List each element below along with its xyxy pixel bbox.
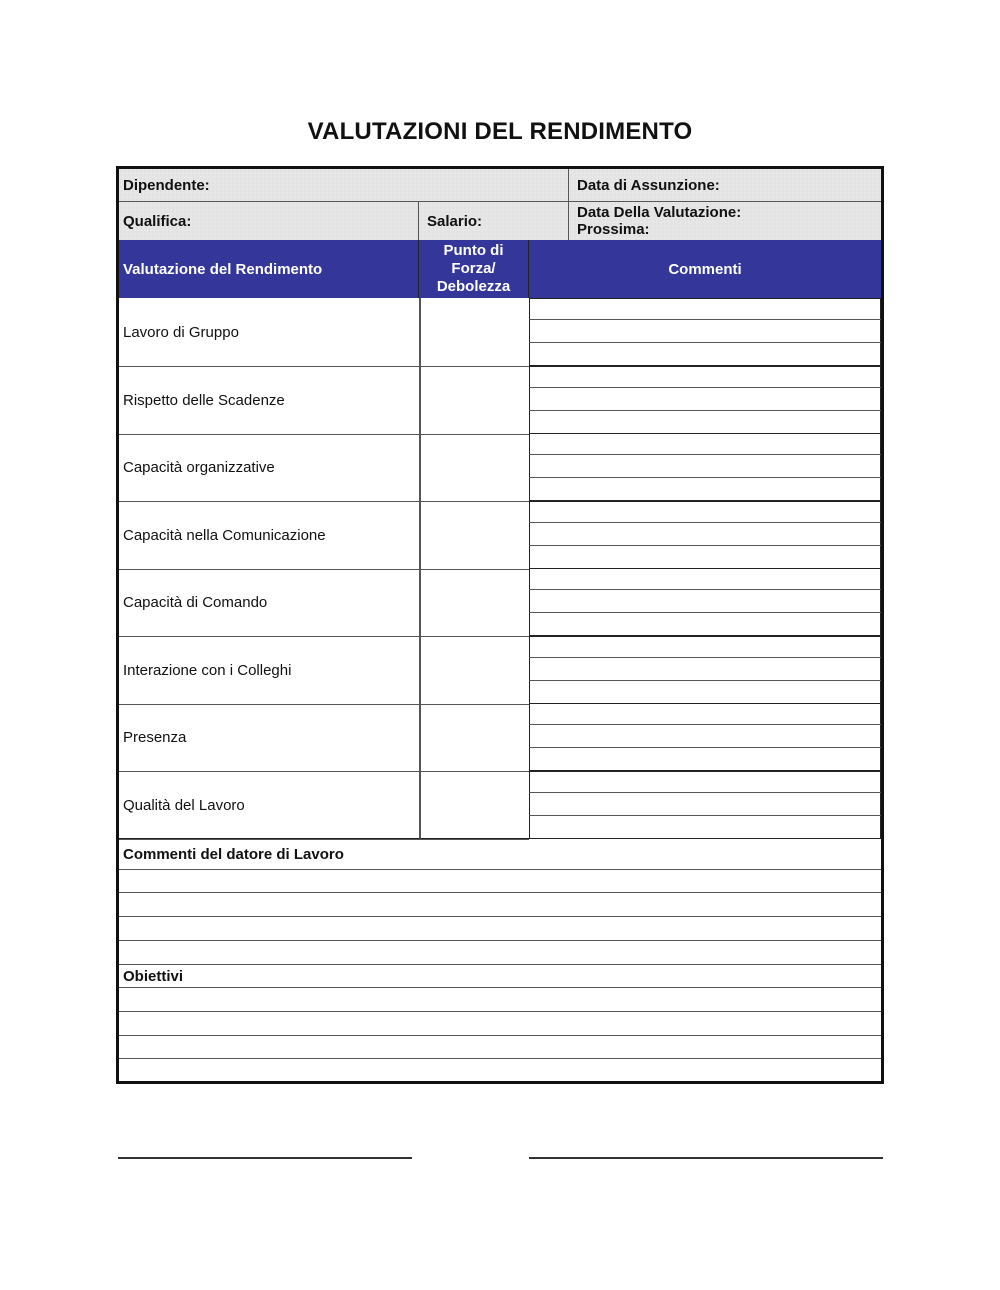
rating-row-label: Interazione con i Colleghi	[123, 661, 292, 679]
evaluation-form	[116, 166, 884, 1084]
review-date-label: Data Della Valutazione:	[577, 204, 742, 221]
comment-line[interactable]	[529, 389, 881, 411]
rating-row-label: Qualità del Lavoro	[123, 796, 245, 814]
objective-line-2[interactable]	[119, 1012, 881, 1035]
objective-line-4[interactable]	[119, 1059, 881, 1081]
rating-row-label: Capacità nella Comunicazione	[123, 526, 326, 544]
employer-comment-line-4[interactable]	[119, 941, 881, 964]
comment-line[interactable]	[529, 546, 881, 568]
rating-row-label: Lavoro di Gruppo	[123, 323, 239, 341]
employer-comments-heading: Commenti del datore di Lavoro	[123, 845, 344, 863]
comment-line[interactable]	[529, 298, 881, 320]
rating-row-label: Capacità organizzative	[123, 458, 275, 476]
position-field[interactable]	[119, 202, 419, 240]
position-label: Qualifica:	[123, 212, 192, 230]
comment-line[interactable]	[529, 613, 881, 635]
comment-line[interactable]	[529, 568, 881, 590]
rating-row-label: Presenza	[123, 728, 187, 746]
comment-line[interactable]	[529, 748, 881, 770]
page-title: VALUTAZIONI DEL RENDIMENTO	[307, 118, 693, 145]
employer-comment-line-3[interactable]	[119, 917, 881, 940]
comment-line[interactable]	[529, 681, 881, 703]
hire-date-label: Data di Assunzione:	[577, 176, 720, 194]
comment-line[interactable]	[529, 771, 881, 793]
strength-weakness-cell[interactable]	[420, 703, 529, 771]
comment-line[interactable]	[529, 524, 881, 546]
column-header-sw-line1: Punto di	[443, 242, 504, 259]
strength-weakness-cell[interactable]	[420, 366, 529, 434]
comment-line[interactable]	[529, 411, 881, 433]
comment-line[interactable]	[529, 456, 881, 478]
employer-comment-line-2[interactable]	[119, 893, 881, 916]
comment-line[interactable]	[529, 366, 881, 388]
signature-line-employer[interactable]	[529, 1157, 883, 1159]
row-divider	[119, 839, 529, 840]
strength-weakness-cell[interactable]	[420, 568, 529, 636]
comment-line[interactable]	[529, 636, 881, 658]
comment-line[interactable]	[529, 501, 881, 523]
rating-row-label: Capacità di Comando	[123, 593, 268, 611]
strength-weakness-cell[interactable]	[420, 501, 529, 569]
salary-field[interactable]	[419, 202, 569, 240]
next-review-label: Prossima:	[577, 221, 650, 238]
comment-line[interactable]	[529, 591, 881, 613]
rating-row-label: Rispetto delle Scadenze	[123, 391, 285, 409]
comment-line[interactable]	[529, 659, 881, 681]
strength-weakness-cell[interactable]	[420, 433, 529, 501]
objectives-heading: Obiettivi	[123, 967, 184, 985]
objective-line-3[interactable]	[119, 1036, 881, 1059]
strength-weakness-cell[interactable]	[420, 771, 529, 839]
column-header-comments	[529, 240, 881, 298]
hire-date-field[interactable]	[569, 169, 881, 202]
column-header-comments-label: Commenti	[668, 260, 742, 278]
strength-weakness-cell[interactable]	[420, 298, 529, 366]
column-header-sw-line3: Debolezza	[436, 278, 511, 295]
comment-line[interactable]	[529, 343, 881, 365]
employer-comment-line-1[interactable]	[119, 870, 881, 893]
strength-weakness-cell[interactable]	[420, 636, 529, 704]
column-header-evaluation-label: Valutazione del Rendimento	[123, 260, 323, 278]
signature-line-employee[interactable]	[118, 1157, 412, 1159]
column-header-sw-line2: Forza/	[451, 260, 496, 277]
objective-line-1[interactable]	[119, 988, 881, 1011]
comment-line[interactable]	[529, 433, 881, 455]
employee-label: Dipendente:	[123, 176, 210, 194]
comment-line[interactable]	[529, 478, 881, 500]
comment-line[interactable]	[529, 321, 881, 343]
column-header-strength-weakness	[419, 240, 529, 298]
comment-line[interactable]	[529, 703, 881, 725]
comment-line[interactable]	[529, 726, 881, 748]
comment-line[interactable]	[529, 794, 881, 816]
review-date-field[interactable]	[569, 202, 881, 240]
employee-field[interactable]	[119, 169, 569, 202]
comment-line[interactable]	[529, 816, 881, 838]
salary-label: Salario:	[427, 212, 483, 230]
column-header-evaluation	[119, 240, 419, 298]
